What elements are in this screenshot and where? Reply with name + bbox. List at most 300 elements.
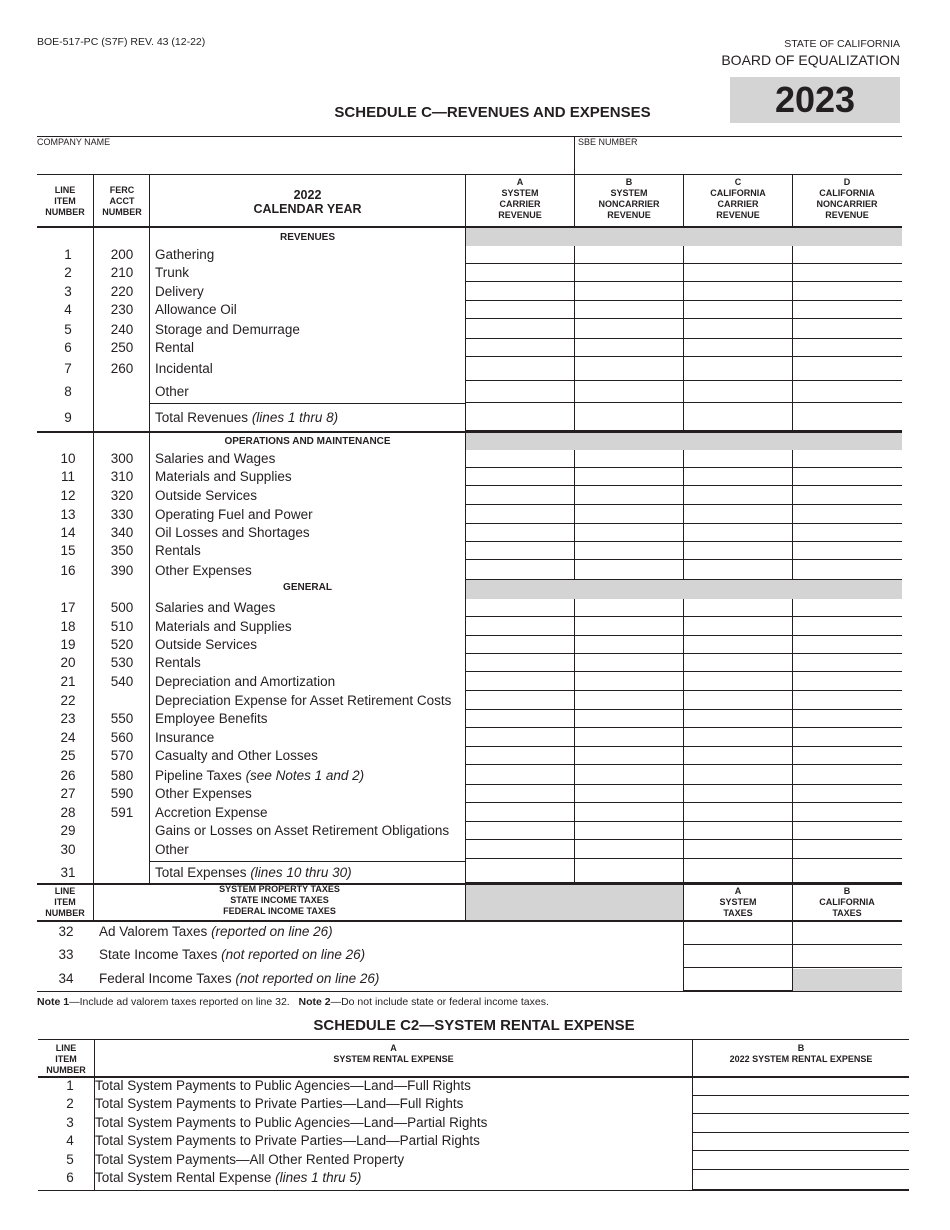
c2-row-description: [95, 1133, 480, 1148]
table-row: [38, 505, 468, 524]
c2-input-cell[interactable]: [693, 1170, 909, 1190]
input-cell-col-c[interactable]: [684, 785, 792, 803]
input-cell-col-c[interactable]: [684, 301, 792, 319]
input-cell-col-c[interactable]: [684, 450, 792, 468]
line-item-header: LINE ITEM NUMBER: [45, 185, 85, 217]
row-description: [155, 730, 214, 745]
row-description-text: Accretion Expense: [155, 805, 268, 820]
ferc-number: 560: [110, 730, 134, 745]
input-cell-col-a[interactable]: [466, 729, 574, 747]
row-description-text: Storage and Demurrage: [155, 322, 300, 337]
row-description: [155, 655, 201, 670]
line-number: 1: [64, 247, 72, 262]
input-cell-col-a[interactable]: [466, 264, 574, 282]
row-description-text: Rental: [155, 340, 195, 355]
line-number: 7: [64, 361, 72, 376]
divider: [37, 174, 902, 175]
input-cell-col-b[interactable]: [575, 450, 683, 468]
line-number: 10: [60, 451, 76, 466]
input-cell-col-d[interactable]: [793, 524, 902, 542]
ferc-number: 250: [110, 340, 134, 355]
line-number: 12: [60, 488, 76, 503]
c2-row-description-text: Total System Payments—All Other Rented Property: [95, 1152, 405, 1167]
input-cell-col-a[interactable]: [466, 542, 574, 560]
input-cell-col-d[interactable]: [793, 673, 902, 691]
input-cell-col-a[interactable]: [466, 246, 574, 264]
row-description: [155, 302, 237, 317]
line-number: 8: [64, 384, 72, 399]
row-description: [155, 563, 252, 578]
line-number: 28: [60, 805, 76, 820]
input-cell-col-a[interactable]: [466, 636, 574, 654]
input-cell-col-b[interactable]: [575, 404, 683, 431]
line-number: 14: [60, 525, 76, 540]
input-cell-col-c[interactable]: [684, 505, 792, 524]
c2-line-number: 4: [66, 1133, 74, 1148]
input-cell-col-a[interactable]: [466, 381, 574, 403]
table-row: [38, 450, 468, 468]
input-cell-col-d[interactable]: [793, 561, 902, 580]
row-description-text: Casualty and Other Losses: [155, 748, 318, 763]
input-cell-col-b[interactable]: [575, 246, 683, 264]
input-cell-col-d[interactable]: [793, 542, 902, 560]
input-cell-col-a[interactable]: [466, 766, 574, 785]
input-cell-col-d[interactable]: [793, 862, 902, 883]
table-row: [38, 339, 468, 357]
line-number: 24: [60, 730, 76, 745]
input-cell-col-b[interactable]: [575, 822, 683, 840]
ferc-number: 310: [110, 469, 134, 484]
calendar-year-header: 2022 CALENDAR YEAR: [253, 188, 362, 216]
input-cell-col-a[interactable]: [466, 404, 574, 431]
row-description-text: Depreciation Expense for Asset Retirement Costs: [155, 693, 452, 708]
input-cell-col-b[interactable]: [575, 381, 683, 403]
shaded-area: [466, 885, 683, 920]
sbe-number-field[interactable]: [578, 149, 900, 173]
line-number: 2: [64, 265, 72, 280]
row-description: [155, 637, 257, 652]
col-c-header: C CALIFORNIA CARRIER REVENUE: [710, 177, 766, 220]
c2-input-cell[interactable]: [693, 1133, 909, 1151]
tax-line-number: 33: [58, 947, 74, 962]
input-cell-col-d[interactable]: [793, 617, 902, 636]
input-cell-col-a[interactable]: [466, 785, 574, 803]
row-description: [155, 247, 214, 262]
input-cell-col-a[interactable]: [466, 283, 574, 301]
input-cell-col-a[interactable]: [466, 862, 574, 883]
line-number: 30: [60, 842, 76, 857]
line-number: 9: [64, 410, 72, 425]
input-cell-col-d[interactable]: [793, 840, 902, 859]
input-cell-col-c[interactable]: [684, 542, 792, 560]
row-description-text: Insurance: [155, 730, 215, 745]
input-cell-col-d[interactable]: [793, 636, 902, 654]
ferc-number: 530: [110, 655, 134, 670]
input-cell-col-d[interactable]: [793, 691, 902, 710]
row-description-text: Total Revenues: [155, 410, 252, 425]
input-cell-col-a[interactable]: [466, 450, 574, 468]
divider: [38, 1039, 909, 1040]
input-cell-col-a[interactable]: [466, 691, 574, 710]
divider: [37, 136, 902, 137]
row-description-text: Materials and Supplies: [155, 619, 292, 634]
row-description: [155, 823, 449, 838]
c2-line-number: 3: [66, 1115, 74, 1130]
input-cell-col-b[interactable]: [575, 691, 683, 710]
table-row: [38, 840, 468, 859]
line-number: 29: [60, 823, 76, 838]
input-cell-col-b[interactable]: [575, 301, 683, 319]
table-row: [38, 246, 468, 264]
tax-line-item-header: LINE ITEM NUMBER: [45, 886, 85, 918]
row-description: [155, 786, 252, 801]
line-number: 25: [60, 748, 76, 763]
ferc-number: 520: [110, 637, 134, 652]
input-cell-col-c[interactable]: [684, 747, 792, 765]
row-description-text: Salaries and Wages: [155, 451, 276, 466]
ferc-number: 540: [110, 674, 134, 689]
schedule-c-title: SCHEDULE C—REVENUES AND EXPENSES: [334, 104, 651, 121]
input-cell-col-d[interactable]: [793, 710, 902, 728]
input-cell-col-d[interactable]: [793, 766, 902, 785]
tax-row-label: State Income Taxes (not reported on line 26): [99, 947, 366, 962]
input-cell-col-a[interactable]: [466, 487, 574, 505]
table-row: [38, 283, 468, 301]
input-cell-col-c[interactable]: [684, 599, 792, 617]
notes: Note 1—Include ad valorem taxes reported on line 32. Note 2—Do not include state or federal income taxes.: [37, 996, 549, 1008]
input-cell-col-b[interactable]: [575, 468, 683, 486]
input-cell-col-d[interactable]: [793, 822, 902, 840]
row-description-text: Trunk: [155, 265, 190, 280]
input-cell-col-a[interactable]: [466, 505, 574, 524]
input-cell-col-d[interactable]: [793, 654, 902, 672]
input-cell-col-a[interactable]: [466, 710, 574, 728]
input-cell-col-b[interactable]: [575, 636, 683, 654]
input-cell-col-a[interactable]: [466, 468, 574, 486]
row-description: [155, 805, 268, 820]
input-cell-col-d[interactable]: [793, 320, 902, 339]
table-row: [38, 404, 468, 431]
tax-input-system-34[interactable]: [684, 968, 792, 991]
input-cell-col-b[interactable]: [575, 487, 683, 505]
c2-line-number: 6: [66, 1170, 74, 1185]
input-cell-col-a[interactable]: [466, 357, 574, 381]
input-cell-col-d[interactable]: [793, 450, 902, 468]
table-row: [38, 673, 468, 691]
form-number: BOE-517-PC (S7F) REV. 43 (12-22): [37, 36, 206, 48]
shaded-area: [466, 228, 902, 246]
input-cell-col-a[interactable]: [466, 654, 574, 672]
ferc-number: 550: [110, 711, 134, 726]
company-name-field[interactable]: [37, 149, 572, 173]
row-description: [155, 284, 204, 299]
ferc-number: 300: [110, 451, 134, 466]
input-cell-col-d[interactable]: [793, 785, 902, 803]
input-cell-col-c[interactable]: [684, 766, 792, 785]
c2-row-description-text: Total System Rental Expense: [95, 1170, 276, 1185]
ferc-number: 390: [110, 563, 134, 578]
form-year: 2023: [730, 77, 900, 123]
schedule-c2-title: SCHEDULE C2—SYSTEM RENTAL EXPENSE: [313, 1017, 635, 1034]
input-cell-col-d[interactable]: [793, 505, 902, 524]
c2-input-cell[interactable]: [693, 1096, 909, 1114]
divider: [37, 991, 902, 992]
table-row: [38, 320, 468, 339]
input-cell-col-d[interactable]: [793, 599, 902, 617]
input-cell-col-b[interactable]: [575, 599, 683, 617]
sbe-number-label: SBE NUMBER: [578, 137, 638, 147]
row-description-text: Other Expenses: [155, 563, 252, 578]
operations-section-header: OPERATIONS AND MAINTENANCE: [224, 436, 391, 447]
table-row: [38, 766, 468, 785]
input-cell-col-b[interactable]: [575, 320, 683, 339]
input-cell-col-c[interactable]: [684, 381, 792, 403]
c2-row-description: [95, 1152, 404, 1167]
input-cell-col-d[interactable]: [793, 729, 902, 747]
input-cell-col-b[interactable]: [575, 840, 683, 859]
line-number: 16: [60, 563, 76, 578]
input-cell-col-c[interactable]: [684, 803, 792, 822]
row-description-text: Incidental: [155, 361, 213, 376]
ferc-number: 591: [110, 805, 134, 820]
c2-row-description: [95, 1170, 361, 1185]
col-b-header: B SYSTEM NONCARRIER REVENUE: [598, 177, 660, 220]
row-description-text: Salaries and Wages: [155, 600, 276, 615]
input-cell-col-a[interactable]: [466, 524, 574, 542]
input-cell-col-a[interactable]: [466, 822, 574, 840]
input-cell-col-a[interactable]: [466, 840, 574, 859]
c2-input-cell[interactable]: [693, 1115, 909, 1133]
input-cell-col-a[interactable]: [466, 673, 574, 691]
input-cell-col-b[interactable]: [575, 339, 683, 357]
input-cell-col-a[interactable]: [466, 803, 574, 822]
input-cell-col-b[interactable]: [575, 766, 683, 785]
row-description: [155, 488, 257, 503]
input-cell-col-d[interactable]: [793, 468, 902, 486]
c2-col-a-header: A SYSTEM RENTAL EXPENSE: [333, 1043, 454, 1064]
row-description: [155, 674, 335, 689]
input-cell-col-c[interactable]: [684, 246, 792, 264]
input-cell-col-b[interactable]: [575, 524, 683, 542]
input-cell-col-c[interactable]: [684, 840, 792, 859]
input-cell-col-b[interactable]: [575, 862, 683, 883]
row-description-note: (lines 10 thru 30): [250, 865, 352, 880]
input-cell-col-c[interactable]: [684, 283, 792, 301]
table-row: [38, 542, 468, 560]
input-cell-col-c[interactable]: [684, 561, 792, 580]
input-cell-col-c[interactable]: [684, 862, 792, 883]
tax-row-label: Ad Valorem Taxes (reported on line 26): [99, 924, 333, 939]
c2-input-cell[interactable]: [693, 1078, 909, 1096]
line-number: 4: [64, 302, 72, 317]
ferc-number: 580: [110, 768, 134, 783]
tax-row-label: Federal Income Taxes (not reported on line 26): [99, 971, 380, 986]
table-row: [38, 487, 468, 505]
table-row: [38, 691, 468, 710]
c2-col-b-header: B 2022 SYSTEM RENTAL EXPENSE: [729, 1043, 873, 1064]
input-cell-col-b[interactable]: [575, 617, 683, 636]
tax-input-system-33[interactable]: [684, 945, 792, 968]
line-number: 17: [60, 600, 76, 615]
row-description: [155, 619, 292, 634]
california-taxes-header: B CALIFORNIA TAXES: [819, 886, 875, 918]
line-number: 20: [60, 655, 76, 670]
row-description: [155, 693, 451, 708]
table-row: [38, 357, 468, 381]
c2-row-description-text: Total System Payments to Private Parties—Land—Full Rights: [95, 1096, 464, 1111]
input-cell-col-c[interactable]: [684, 822, 792, 840]
row-description: [155, 865, 352, 880]
input-cell-col-c[interactable]: [684, 320, 792, 339]
ferc-header: FERC ACCT NUMBER: [102, 185, 142, 217]
input-cell-col-a[interactable]: [466, 561, 574, 580]
input-cell-col-c[interactable]: [684, 636, 792, 654]
ferc-number: 510: [110, 619, 134, 634]
input-cell-col-b[interactable]: [575, 803, 683, 822]
input-cell-col-d[interactable]: [793, 301, 902, 319]
input-cell-col-c[interactable]: [684, 468, 792, 486]
input-cell-col-b[interactable]: [575, 654, 683, 672]
system-taxes-header: A SYSTEM TAXES: [719, 886, 757, 918]
input-cell-col-a[interactable]: [466, 301, 574, 319]
row-description: [155, 842, 189, 857]
input-cell-col-a[interactable]: [466, 339, 574, 357]
tax-line-number: 34: [58, 971, 74, 986]
input-cell-col-b[interactable]: [575, 357, 683, 381]
c2-row-description-text: Total System Payments to Public Agencies—Land—Full Rights: [95, 1078, 471, 1093]
input-cell-col-c[interactable]: [684, 339, 792, 357]
row-description-text: Materials and Supplies: [155, 469, 292, 484]
c2-input-cell[interactable]: [693, 1152, 909, 1170]
c2-line-number: 5: [66, 1152, 74, 1167]
line-number: 23: [60, 711, 76, 726]
input-cell-col-d[interactable]: [793, 339, 902, 357]
tax-input-system-32[interactable]: [684, 922, 792, 945]
table-row: [38, 381, 468, 403]
c2-row-description: [95, 1096, 463, 1111]
ferc-number: 260: [110, 361, 134, 376]
line-number: 19: [60, 637, 76, 652]
row-description: [155, 361, 213, 376]
table-row: [38, 803, 468, 822]
row-description: [155, 451, 275, 466]
input-cell-col-b[interactable]: [575, 264, 683, 282]
input-cell-col-c[interactable]: [684, 691, 792, 710]
input-cell-col-c[interactable]: [684, 404, 792, 431]
tax-input-california-32[interactable]: [793, 922, 902, 945]
line-number: 31: [60, 865, 76, 880]
row-description-note: (see Notes 1 and 2): [245, 768, 365, 783]
table-row: [38, 264, 468, 282]
input-cell-col-c[interactable]: [684, 524, 792, 542]
table-row: [38, 710, 468, 728]
input-cell-col-a[interactable]: [466, 747, 574, 765]
tax-input-california-33[interactable]: [793, 945, 902, 968]
general-section-header: GENERAL: [283, 582, 332, 593]
row-description-text: Gains or Losses on Asset Retirement Obligations: [155, 823, 450, 838]
table-row: [38, 747, 468, 765]
c2-row-description-text: Total System Payments to Private Parties—Land—Partial Rights: [95, 1133, 480, 1148]
input-cell-col-c[interactable]: [684, 673, 792, 691]
shaded-area: [466, 580, 902, 599]
c2-row-description: [95, 1115, 487, 1130]
input-cell-col-d[interactable]: [793, 404, 902, 431]
row-description-text: Gathering: [155, 247, 215, 262]
input-cell-col-b[interactable]: [575, 729, 683, 747]
input-cell-col-d[interactable]: [793, 246, 902, 264]
row-description-text: Other: [155, 842, 189, 857]
input-cell-col-b[interactable]: [575, 283, 683, 301]
line-number: 27: [60, 786, 76, 801]
input-cell-col-d[interactable]: [793, 283, 902, 301]
row-description-text: Other: [155, 384, 189, 399]
ferc-number: 590: [110, 786, 134, 801]
input-cell-col-c[interactable]: [684, 654, 792, 672]
row-description: [155, 322, 300, 337]
ferc-number: 340: [110, 525, 134, 540]
line-number: 3: [64, 284, 72, 299]
row-description: [155, 525, 310, 540]
input-cell-col-d[interactable]: [793, 747, 902, 765]
ferc-number: 500: [110, 600, 134, 615]
row-description-text: Delivery: [155, 284, 204, 299]
row-description-text: Outside Services: [155, 637, 258, 652]
input-cell-col-c[interactable]: [684, 710, 792, 728]
input-cell-col-d[interactable]: [793, 803, 902, 822]
input-cell-col-b[interactable]: [575, 505, 683, 524]
input-cell-col-b[interactable]: [575, 561, 683, 580]
ferc-number: 330: [110, 507, 134, 522]
input-cell-col-d[interactable]: [793, 264, 902, 282]
input-cell-col-c[interactable]: [684, 729, 792, 747]
input-cell-col-b[interactable]: [575, 785, 683, 803]
input-cell-col-c[interactable]: [684, 264, 792, 282]
col-a-header: A SYSTEM CARRIER REVENUE: [498, 177, 542, 220]
ferc-number: 200: [110, 247, 134, 262]
row-description-text: Outside Services: [155, 488, 258, 503]
table-row: [38, 301, 468, 319]
input-cell-col-d[interactable]: [793, 487, 902, 505]
input-cell-col-b[interactable]: [575, 747, 683, 765]
row-description-note: (lines 1 thru 8): [251, 410, 339, 425]
table-row: [38, 636, 468, 654]
input-cell-col-b[interactable]: [575, 673, 683, 691]
row-description-text: Allowance Oil: [155, 302, 237, 317]
input-cell-col-a[interactable]: [466, 599, 574, 617]
input-cell-col-c[interactable]: [684, 357, 792, 381]
input-cell-col-d[interactable]: [793, 357, 902, 381]
input-cell-col-b[interactable]: [575, 542, 683, 560]
row-description-text: Total Expenses: [155, 865, 251, 880]
row-description: [155, 340, 194, 355]
input-cell-col-d[interactable]: [793, 381, 902, 403]
table-row: [38, 822, 468, 840]
input-cell-col-b[interactable]: [575, 710, 683, 728]
table-row: [38, 599, 468, 617]
row-description: [155, 748, 318, 763]
input-cell-col-a[interactable]: [466, 320, 574, 339]
input-cell-col-a[interactable]: [466, 617, 574, 636]
input-cell-col-c[interactable]: [684, 617, 792, 636]
ferc-number: 240: [110, 322, 134, 337]
row-description: [155, 507, 313, 522]
c2-row-description: [95, 1078, 471, 1093]
ferc-number: 220: [110, 284, 134, 299]
row-description: [155, 768, 364, 783]
shaded-area: [793, 969, 902, 991]
line-number: 5: [64, 322, 72, 337]
input-cell-col-c[interactable]: [684, 487, 792, 505]
